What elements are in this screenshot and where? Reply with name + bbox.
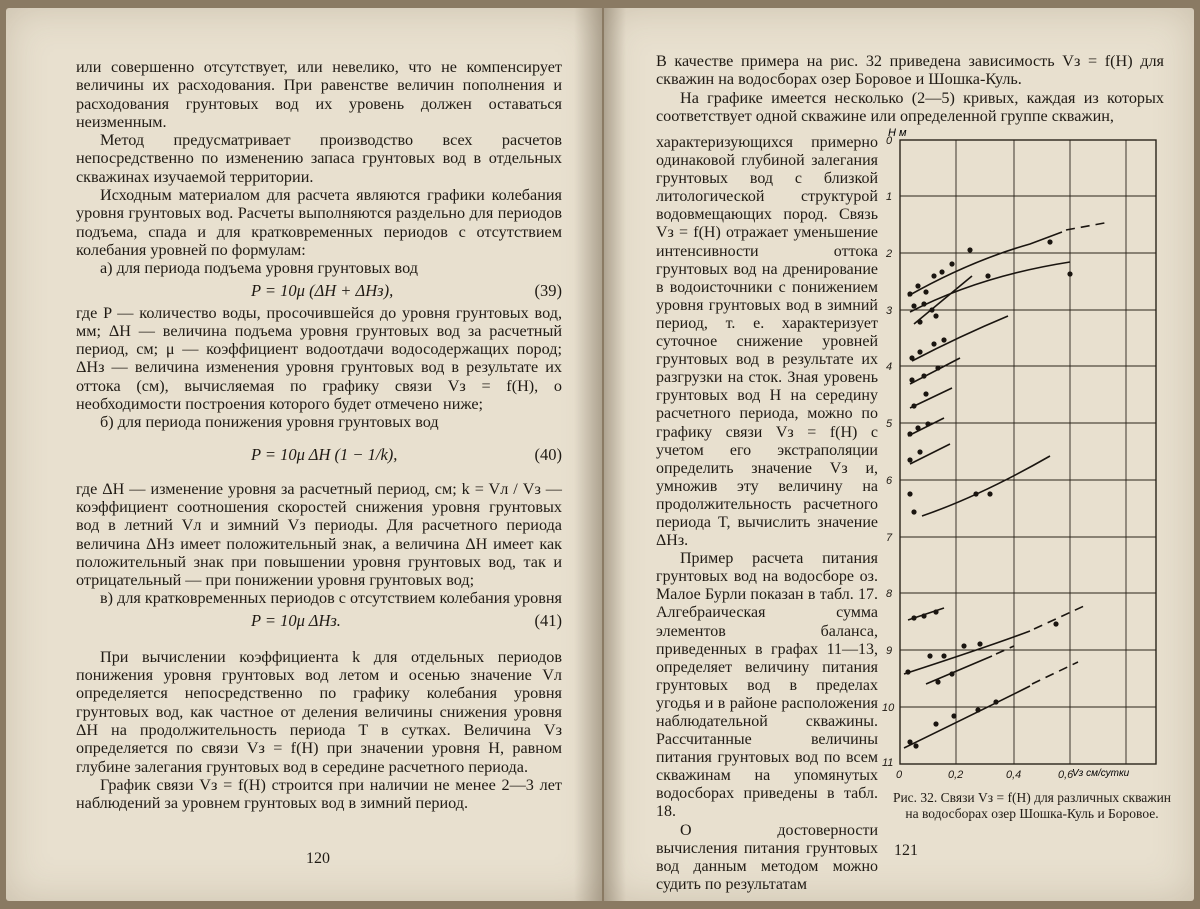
x-tick-label: 0,4 xyxy=(1006,769,1022,781)
gutter-shadow xyxy=(574,8,602,901)
formula-number: (39) xyxy=(534,280,562,300)
paragraph: График связи Vз = f(H) строится при наличии не менее 2—3 лет наблюдений за уровнем грунтовых вод в зимний период. xyxy=(76,775,562,813)
data-point xyxy=(951,713,956,718)
data-point xyxy=(911,615,916,620)
y-tick-label: 4 xyxy=(886,361,893,373)
data-point xyxy=(941,653,946,658)
data-point xyxy=(973,491,978,496)
data-point xyxy=(985,273,990,278)
data-point xyxy=(1053,621,1058,626)
y-tick-label: 6 xyxy=(886,475,893,487)
list-item-a: а) для периода подъема уровня грунтовых вод xyxy=(100,259,418,278)
plot-svg xyxy=(880,126,1180,786)
formula-expression: P = 10μ (ΔH + ΔHз), xyxy=(251,280,394,300)
curve xyxy=(908,418,944,436)
data-point xyxy=(929,307,934,312)
plot-grid xyxy=(900,140,1156,764)
data-point xyxy=(993,699,998,704)
data-point xyxy=(925,421,930,426)
formula-expression: P = 10μ ΔH (1 − 1/k), xyxy=(251,444,398,464)
data-point xyxy=(913,743,918,748)
curve xyxy=(910,444,950,464)
gutter-shadow xyxy=(604,8,626,901)
curve xyxy=(908,232,1062,296)
data-point xyxy=(923,289,928,294)
data-point xyxy=(927,653,932,658)
y-tick-label: 5 xyxy=(886,418,893,430)
data-point xyxy=(931,273,936,278)
data-point xyxy=(1067,271,1072,276)
formula-expression: P = 10μ ΔHз. xyxy=(251,610,341,630)
y-tick-label: 2 xyxy=(886,248,893,260)
data-point xyxy=(931,341,936,346)
x-tick-label: 0,6 xyxy=(1058,769,1074,781)
curve xyxy=(904,631,1030,674)
paragraph: При вычислении коэффициента k для отдельных периодов понижения уровня грунтовых вод летом и осенью значение Vл определяется непосредственно по графику колебания уровня грунтовых вод, как частное от деления величины снижения уровня ΔH на продолжительность периода T в сутках. Величина Vз определяется по связи Vз = f(H) при значении уровня H, равном глубине залегания грунтовых вод в середине расчетного периода. xyxy=(76,647,562,776)
formula-39 xyxy=(76,278,562,304)
left-page-text xyxy=(76,58,562,812)
x-tick-labels xyxy=(896,769,1074,781)
y-tick-label: 10 xyxy=(882,702,895,714)
data-points xyxy=(905,239,1072,748)
data-point xyxy=(987,491,992,496)
formula-41 xyxy=(76,608,562,634)
y-tick-label: 7 xyxy=(886,532,893,544)
left-page xyxy=(6,8,602,901)
data-point xyxy=(909,377,914,382)
data-point xyxy=(917,319,922,324)
data-point xyxy=(949,261,954,266)
data-point xyxy=(921,301,926,306)
y-tick-labels xyxy=(882,135,895,769)
formula-40 xyxy=(76,432,562,480)
data-point xyxy=(907,491,912,496)
list-item-b: б) для периода понижения уровня грунтовых вод xyxy=(100,413,439,432)
curve xyxy=(910,262,1070,312)
curve-extrapolation xyxy=(1032,662,1078,684)
x-tick-label: 0 xyxy=(896,769,903,781)
paragraph: О достоверности вычисления питания грунтовых вод данным методом можно судить по результатам xyxy=(656,821,878,893)
data-point xyxy=(923,391,928,396)
data-point xyxy=(933,609,938,614)
data-point xyxy=(935,679,940,684)
data-point xyxy=(917,449,922,454)
figure-32-plot xyxy=(880,126,1180,786)
curve xyxy=(904,686,1030,748)
paragraph: характеризующихся примерно одинаковой глубиной залегания грунтовых вод с близкой литологической структурой водовмещающих пород. Связь Vз = f(H) отражает уменьшение интенсивности оттока грунтовых вод на дренирование в водоисточники с понижением уровня грунтовых вод в зимний период, т. е. характеризует суточное снижение уровней грунтовых вод в результате их разгрузки на сток. Зная уровень грунтовых вод H на середину расчетного периода, можно по графику связи Vз = f(H) с учетом его экстраполяции определить значение Vз и, умножив эту величину на продолжительность расчетного периода T, вычислить значение ΔHз. xyxy=(656,134,878,550)
right-page-top-text xyxy=(656,52,1164,125)
y-axis-label: H м xyxy=(888,127,907,139)
data-point xyxy=(915,283,920,288)
data-point xyxy=(907,739,912,744)
formula-number: (40) xyxy=(534,444,562,464)
paragraph: или совершенно отсутствует, или невелико, что не компенсирует величины их расходования. При равенстве величин пополнения и расходования грунтовых вод их уровень должен оставаться неизменным. xyxy=(76,58,562,131)
paragraph: Пример расчета питания грунтовых вод на водосборе оз. Малое Бурли показан в табл. 17. Алгебраическая сумма элементов баланса, приведенных в графах 11—13, определяет величину питания грунтовых вод в пределах угодья и в районе расположения наблюдательной скважины. Рассчитанные величины питания грунтовых вод по всем скважинам на упомянутых водосборах приведены в табл. 18. xyxy=(656,550,878,821)
data-point xyxy=(939,269,944,274)
data-point xyxy=(911,509,916,514)
y-tick-label: 1 xyxy=(886,191,893,203)
right-page-column-text xyxy=(656,134,878,894)
y-tick-label: 0 xyxy=(886,135,893,147)
data-point xyxy=(911,303,916,308)
paragraph: где ΔH — изменение уровня за расчетный период, см; k = Vл / Vз — коэффициент соотношения скоростей снижения уровня грунтовых вод в летний Vл и зимний Vз периоды. Для расчетного периода величина ΔHз имеет положительный знак, а величина ΔH имеет как положительный знак при повышении уровня грунтовых вод, так и отрицательный — при понижении уровня грунтовых вод; xyxy=(76,479,562,590)
paragraph: Метод предусматривает производство всех расчетов непосредственно по изменению запаса грунтовых вод в отдельных скважинах изучаемой территории. xyxy=(76,131,562,186)
curve xyxy=(912,316,1008,361)
paragraph: Исходным материалом для расчета являются графики колебания уровня грунтовых вод. Расчеты выполняются раздельно для периодов подъема, спада и для кратковременных периодов с отсутствием колебания уровней по формулам: xyxy=(76,186,562,259)
y-tick-label: 11 xyxy=(882,757,894,769)
data-point xyxy=(907,291,912,296)
data-point xyxy=(909,355,914,360)
figure-caption: Рис. 32. Связи Vз = f(H) для различных скважин на водосборах озер Шошка-Куль и Боровое. xyxy=(892,790,1172,821)
page-number: 121 xyxy=(894,842,918,859)
x-axis-label: Vз см/сутки xyxy=(1072,768,1130,779)
data-point xyxy=(1047,239,1052,244)
data-point xyxy=(941,337,946,342)
curve xyxy=(926,656,992,684)
paragraph: На графике имеется несколько (2—5) кривых, каждая из которых соответствует одной скважине или определенной группе скважин, xyxy=(656,88,1164,125)
data-point xyxy=(907,431,912,436)
data-point xyxy=(961,643,966,648)
data-point xyxy=(977,641,982,646)
right-page xyxy=(604,8,1194,901)
data-point xyxy=(911,403,916,408)
page-number: 120 xyxy=(306,850,330,867)
list-item-c: в) для кратковременных периодов с отсутствием колебания уровня xyxy=(100,589,562,608)
curve-extrapolation xyxy=(1066,222,1110,230)
data-point xyxy=(921,373,926,378)
data-point xyxy=(949,671,954,676)
curve xyxy=(922,456,1050,516)
data-point xyxy=(907,457,912,462)
y-tick-label: 8 xyxy=(886,588,893,600)
data-point xyxy=(921,613,926,618)
data-point xyxy=(915,425,920,430)
paragraph: где P — количество воды, просочившейся до уровня грунтовых вод, мм; ΔH — величина подъема уровня грунтовых вод за расчетный период, см; μ — коэффициент водоотдачи водосодержащих пород; ΔHз — величина изменения уровня грунтовых вод в результате их оттока (см), вычисляемая по графику связи Vз = f(H), о необходимости построения которого будет отмечено ниже; xyxy=(76,303,562,414)
curves xyxy=(904,222,1110,748)
data-point xyxy=(975,707,980,712)
data-point xyxy=(967,247,972,252)
y-tick-label: 9 xyxy=(886,645,893,657)
x-tick-label: 0,2 xyxy=(948,769,964,781)
formula-number: (41) xyxy=(534,610,562,630)
curve xyxy=(914,276,972,324)
y-tick-label: 3 xyxy=(886,305,893,317)
paragraph: В качестве примера на рис. 32 приведена зависимость Vз = f(H) для скважин на водосборах озер Боровое и Шошка-Куль. xyxy=(656,52,1164,89)
data-point xyxy=(933,721,938,726)
data-point xyxy=(917,349,922,354)
data-point xyxy=(933,313,938,318)
curve-extrapolation xyxy=(1034,606,1084,629)
data-point xyxy=(935,365,940,370)
data-point xyxy=(905,669,910,674)
curve xyxy=(910,358,960,384)
